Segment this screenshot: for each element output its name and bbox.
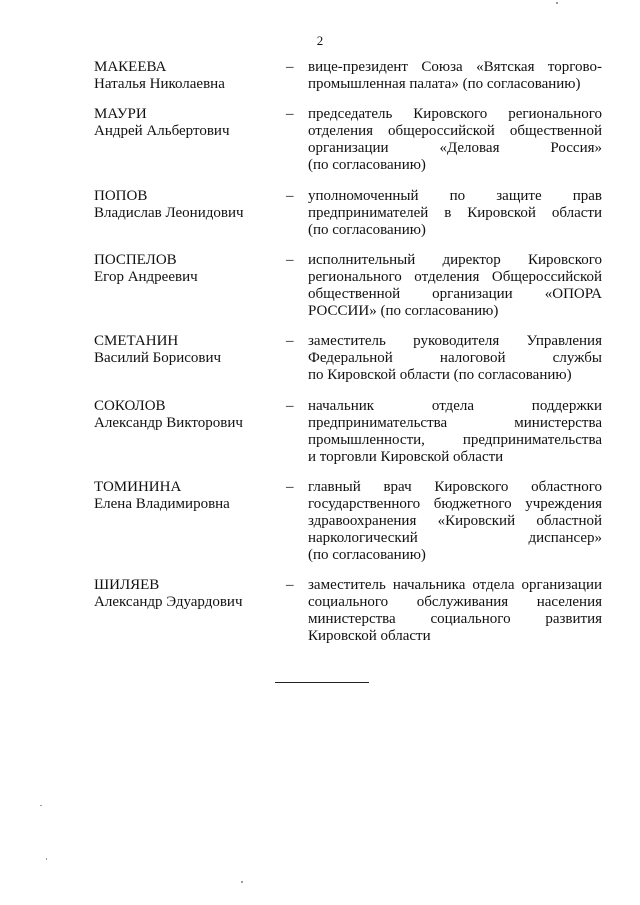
member-surname: ПОПОВ: [94, 188, 148, 204]
entry-dash: –: [286, 479, 294, 495]
member-given-names: Владислав Леонидович: [94, 205, 244, 221]
position-line: (по согласованию): [308, 222, 426, 238]
position-line: заместитель руководителя Управления: [308, 333, 602, 349]
member-given-names: Андрей Альбертович: [94, 123, 230, 139]
member-name: [94, 479, 284, 513]
member-name: [94, 577, 284, 611]
position-line: РОССИИ» (по согласованию): [308, 303, 499, 319]
member-name: [94, 188, 284, 222]
member-surname: ПОСПЕЛОВ: [94, 252, 177, 268]
member-position: [308, 106, 602, 174]
member-position: [308, 398, 602, 466]
entry-dash: –: [286, 59, 294, 75]
position-line: главный врач Кировского областного: [308, 479, 602, 495]
page-number: 2: [316, 33, 324, 48]
member-surname: СОКОЛОВ: [94, 398, 166, 414]
position-line: (по согласованию): [308, 547, 426, 563]
position-line: и торговли Кировской области: [308, 449, 504, 465]
position-line: уполномоченный по защите прав: [308, 188, 602, 204]
member-position: [308, 577, 602, 645]
member-given-names: Егор Андреевич: [94, 269, 198, 285]
position-line: предпринимателей в Кировской области: [308, 205, 602, 221]
position-line: организации «Деловая Россия»: [308, 140, 602, 156]
position-line: социального обслуживания населения: [308, 594, 602, 610]
position-line: по Кировской области (по согласованию): [308, 367, 572, 383]
position-line: общественной организации «ОПОРА: [308, 286, 602, 302]
position-line: заместитель начальника отдела организации: [308, 577, 602, 593]
entry-dash: –: [286, 398, 294, 414]
entry-dash: –: [286, 188, 294, 204]
position-line: предпринимательства министерства: [308, 415, 602, 431]
member-surname: МАКЕЕВА: [94, 59, 167, 75]
end-of-list-rule: [275, 682, 369, 683]
position-line: министерства социального развития: [308, 611, 602, 627]
entry-dash: –: [286, 106, 294, 122]
position-line: здравоохранения «Кировский областной: [308, 513, 602, 529]
position-line: промышленная палата» (по согласованию): [308, 76, 581, 92]
member-position: [308, 252, 602, 320]
member-name: [94, 252, 284, 286]
entry-dash: –: [286, 577, 294, 593]
member-name: [94, 59, 284, 93]
scan-speck: [556, 2, 558, 4]
member-name: [94, 333, 284, 367]
position-line: председатель Кировского регионального: [308, 106, 602, 122]
position-line: начальник отдела поддержки: [308, 398, 602, 414]
member-position: [308, 59, 602, 93]
member-position: [308, 188, 602, 239]
member-given-names: Елена Владимировна: [94, 496, 230, 512]
member-name: [94, 106, 284, 140]
entry-dash: –: [286, 333, 294, 349]
position-line: промышленности, предпринимательства: [308, 432, 602, 448]
scan-speck: [40, 805, 42, 806]
member-surname: МАУРИ: [94, 106, 147, 122]
position-line: государственного бюджетного учреждения: [308, 496, 602, 512]
position-line: наркологический диспансер»: [308, 530, 602, 546]
entry-dash: –: [286, 252, 294, 268]
member-surname: ШИЛЯЕВ: [94, 577, 160, 593]
position-line: исполнительный директор Кировского: [308, 252, 602, 268]
member-surname: ТОМИНИНА: [94, 479, 182, 495]
member-given-names: Наталья Николаевна: [94, 76, 225, 92]
member-given-names: Александр Эдуардович: [94, 594, 243, 610]
position-line: регионального отделения Общероссийской: [308, 269, 602, 285]
member-name: [94, 398, 284, 432]
member-position: [308, 333, 602, 384]
scan-speck: [46, 858, 47, 860]
member-surname: СМЕТАНИН: [94, 333, 179, 349]
scan-speck: [241, 881, 243, 883]
member-given-names: Александр Викторович: [94, 415, 243, 431]
position-line: вице-президент Союза «Вятская торгово-: [308, 59, 602, 75]
member-position: [308, 479, 602, 564]
position-line: Кировской области: [308, 628, 431, 644]
position-line: Федеральной налоговой службы: [308, 350, 602, 366]
position-line: (по согласованию): [308, 157, 426, 173]
position-line: отделения общероссийской общественной: [308, 123, 602, 139]
member-given-names: Василий Борисович: [94, 350, 222, 366]
